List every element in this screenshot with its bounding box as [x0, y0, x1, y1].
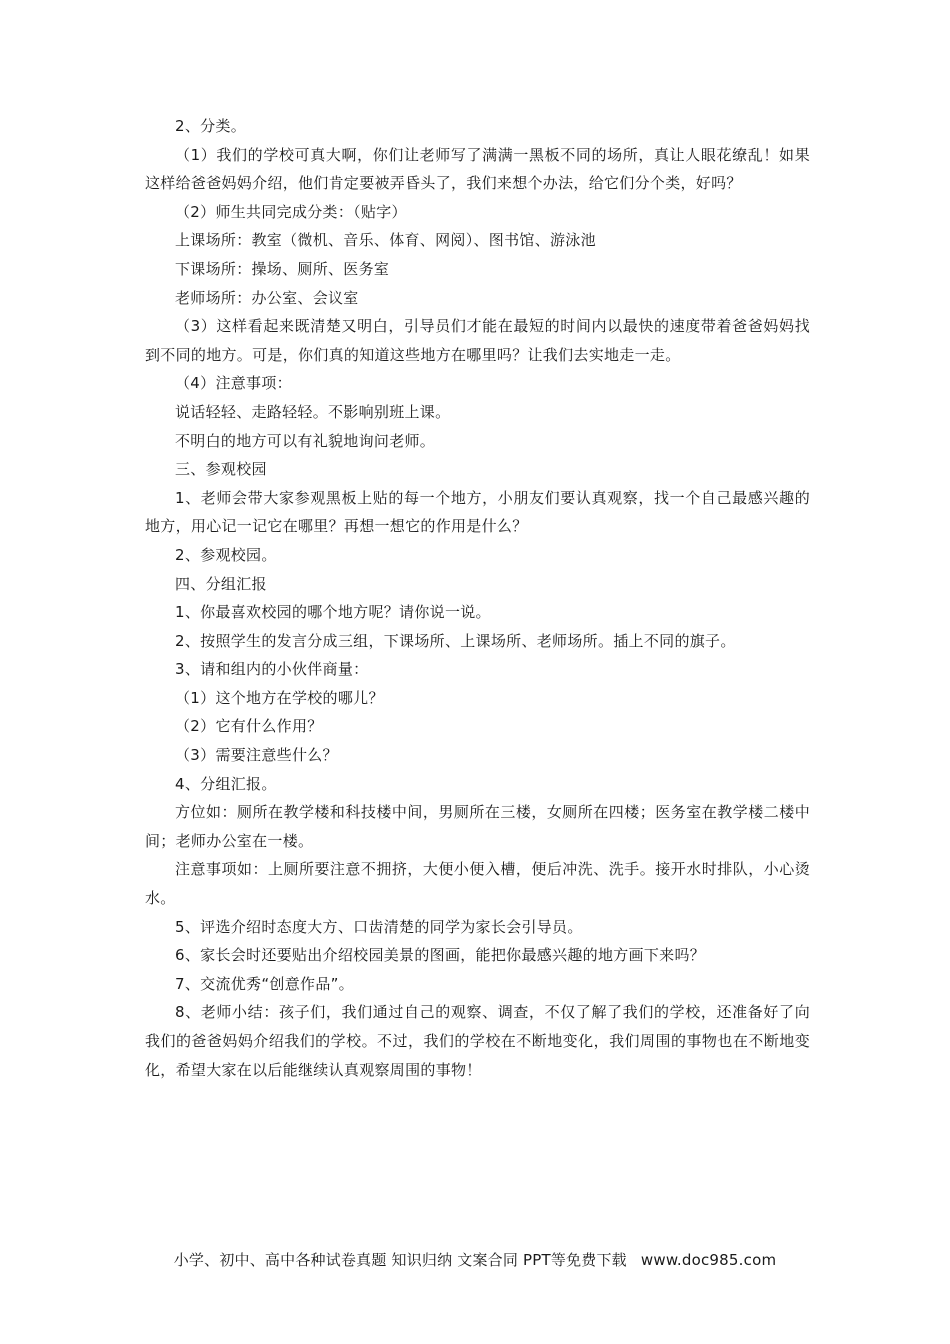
document-body [145, 112, 810, 1084]
paragraph: 6、家长会时还要贴出介绍校园美景的图画，能把你最感兴趣的地方画下来吗？ [175, 946, 706, 965]
footer-link[interactable]: www.doc985.com [640, 1251, 777, 1269]
paragraph: 上课场所：教室（微机、音乐、体育、网阅）、图书馆、游泳池 [175, 231, 596, 250]
page-footer [0, 1249, 950, 1270]
paragraph: （4）注意事项： [175, 374, 292, 393]
paragraph: 下课场所：操场、厕所、医务室 [175, 259, 390, 278]
paragraph: （3）需要注意些什么？ [175, 746, 338, 765]
paragraph: （3）这样看起来既清楚又明白，引导员们才能在最短的时间内以最快的速度带着爸爸妈妈找到不同的地方。可是，你们真的知道这些地方在哪里吗？让我们去实地走一走。 [145, 317, 810, 364]
paragraph: 不明白的地方可以有礼貌地询问老师。 [175, 431, 436, 450]
paragraph: （1）这个地方在学校的哪儿？ [175, 688, 384, 707]
paragraph: 1、你最喜欢校园的哪个地方呢？请你说一说。 [175, 603, 491, 622]
footer-text: 小学、初中、高中各种试卷真题 知识归纳 文案合同 PPT等免费下载 [173, 1251, 627, 1269]
paragraph: 2、按照学生的发言分成三组，下课场所、上课场所、老师场所。插上不同的旗子。 [175, 631, 736, 650]
paragraph: 说话轻轻、走路轻轻。不影响别班上课。 [175, 402, 451, 421]
paragraph: 4、分组汇报。 [175, 774, 277, 793]
paragraph: （2）师生共同完成分类：（贴字） [175, 202, 407, 221]
paragraph: 7、交流优秀“创意作品”。 [175, 974, 354, 993]
paragraph: （2）它有什么作用？ [175, 717, 323, 736]
paragraph: 方位如：厕所在教学楼和科技楼中间，男厕所在三楼，女厕所在四楼；医务室在教学楼二楼中间；老师办公室在一楼。 [145, 803, 810, 850]
paragraph: 2、参观校园。 [175, 545, 277, 564]
paragraph: 注意事项如：上厕所要注意不拥挤，大便小便入槽，便后冲洗、洗手。接开水时排队，小心烫水。 [145, 860, 810, 908]
paragraph: 8、老师小结：孩子们，我们通过自己的观察、调查，不仅了解了我们的学校，还准备好了向我们的爸爸妈妈介绍我们的学校。不过，我们的学校在不断地变化，我们周围的事物也在不断地变化，希望大家在以后能继续认真观察周围的事物！ [145, 1003, 810, 1079]
paragraph: 2、分类。 [175, 117, 247, 135]
paragraph: 3、请和组内的小伙伴商量： [175, 660, 369, 679]
paragraph: （1）我们的学校可真大啊，你们让老师写了满满一黑板不同的场所，真让人眼花缭乱！如果这样给爸爸妈妈介绍，他们肯定要被弄昏头了，我们来想个办法，给它们分个类，好吗？ [145, 145, 810, 193]
paragraph: 5、评选介绍时态度大方、口齿清楚的同学为家长会引导员。 [175, 917, 583, 936]
paragraph: 1、老师会带大家参观黑板上贴的每一个地方，小朋友们要认真观察，找一个自己最感兴趣的地方，用心记一记它在哪里？再想一想它的作用是什么？ [145, 488, 810, 536]
section-heading: 三、参观校园 [175, 460, 267, 479]
paragraph: 老师场所：办公室、会议室 [175, 288, 359, 307]
section-heading: 四、分组汇报 [175, 574, 267, 593]
